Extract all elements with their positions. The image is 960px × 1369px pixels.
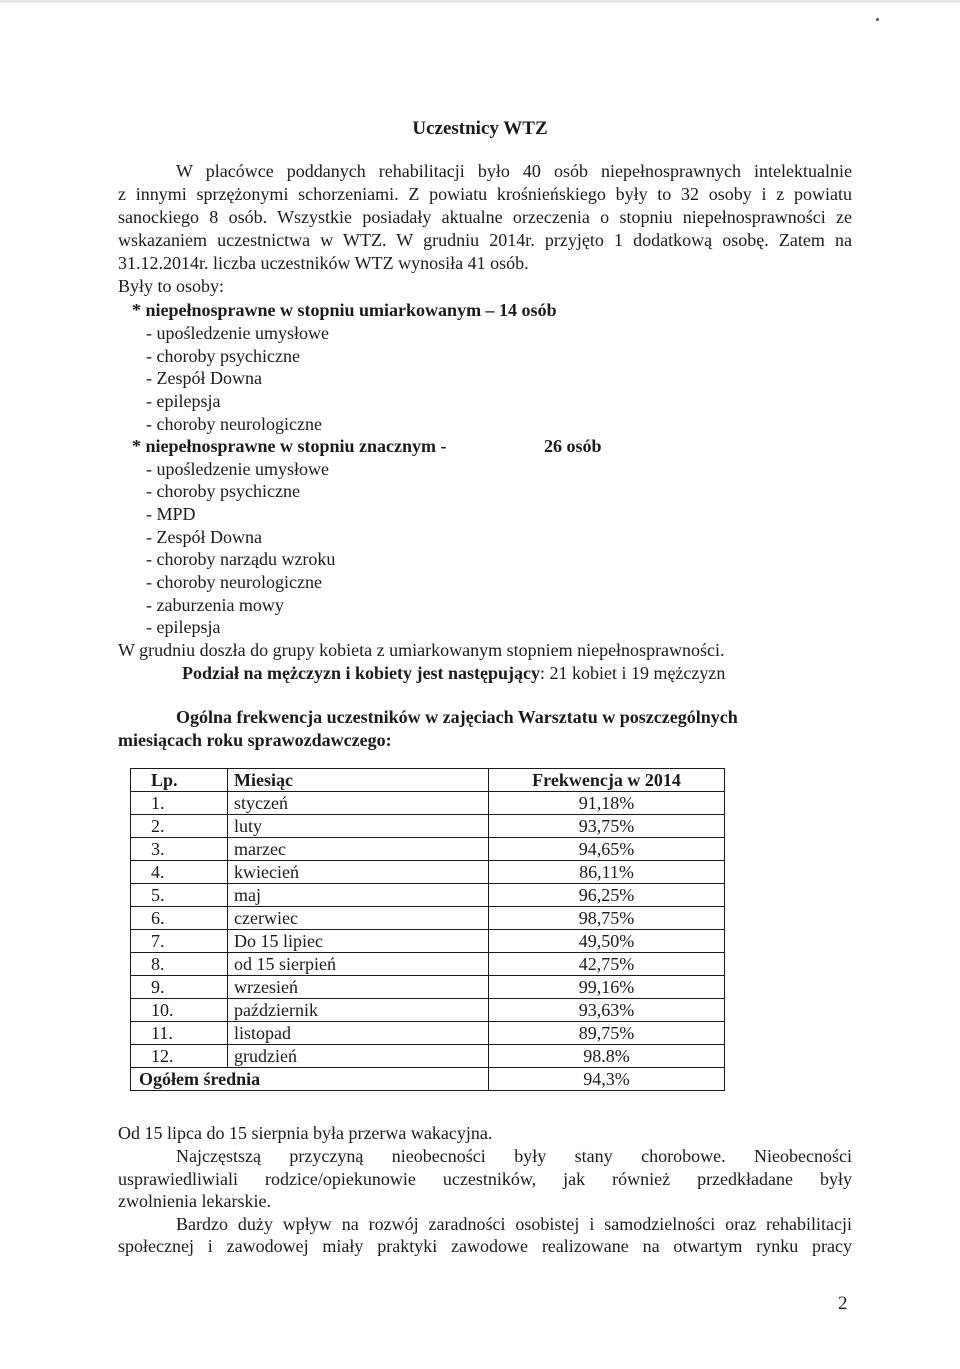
table-header-row: [131, 769, 725, 792]
intro-line: Były to osoby:: [118, 276, 225, 296]
table-row: [131, 1022, 725, 1045]
row-attendance: 94,65%: [489, 838, 725, 861]
row-attendance: 91,18%: [489, 792, 725, 815]
row-attendance: 98.8%: [489, 1045, 725, 1068]
table-row: [131, 976, 725, 999]
row-month: wrzesień: [228, 976, 489, 999]
row-lp: 2.: [131, 815, 228, 838]
row-month: Do 15 lipiec: [228, 930, 489, 953]
list-item: - zaburzenia mowy: [146, 595, 284, 615]
list-item: - epilepsja: [146, 391, 221, 411]
row-lp: 3.: [131, 838, 228, 861]
influence-line: społecznej i zawodowej miały praktyki zawodowe realizowane na otwartym rynku pracy: [118, 1236, 852, 1256]
list-item: - Zespół Downa: [146, 527, 262, 547]
row-lp: 11.: [131, 1022, 228, 1045]
row-attendance: 98,75%: [489, 907, 725, 930]
row-month: styczeń: [228, 792, 489, 815]
row-attendance: 86,11%: [489, 861, 725, 884]
list-item: - choroby psychiczne: [146, 481, 300, 501]
gender-split-label: Podział na mężczyzn i kobiety jest następujący: [182, 663, 540, 683]
attendance-table: [130, 768, 725, 1091]
break-note: Od 15 lipca do 15 sierpnia była przerwa wakacyjna.: [118, 1123, 493, 1143]
row-attendance: 93,75%: [489, 815, 725, 838]
row-month: luty: [228, 815, 489, 838]
table-row: [131, 815, 725, 838]
row-lp: 10.: [131, 999, 228, 1022]
absence-line: usprawiedliwiali rodzice/opiekunowie uczestników, jak również przedkładane były: [118, 1169, 852, 1189]
scan-speck: [876, 18, 879, 21]
table-total-row: [131, 1068, 725, 1091]
row-lp: 9.: [131, 976, 228, 999]
list-item: - choroby psychiczne: [146, 346, 300, 366]
row-lp: 8.: [131, 953, 228, 976]
row-month: październik: [228, 999, 489, 1022]
december-note: W grudniu doszła do grupy kobieta z umiarkowanym stopniem niepełnosprawności.: [118, 640, 725, 660]
intro-line: 31.12.2014r. liczba uczestników WTZ wynosiła 41 osób.: [118, 253, 529, 273]
row-month: marzec: [228, 838, 489, 861]
row-lp: 6.: [131, 907, 228, 930]
row-month: kwiecień: [228, 861, 489, 884]
row-month: listopad: [228, 1022, 489, 1045]
list-item: - choroby neurologiczne: [146, 572, 322, 592]
page-number: 2: [838, 1293, 848, 1314]
row-attendance: 93,63%: [489, 999, 725, 1022]
table-row: [131, 953, 725, 976]
row-month: czerwiec: [228, 907, 489, 930]
list-item: - choroby neurologiczne: [146, 414, 322, 434]
group-significant-heading: * niepełnosprawne w stopniu znacznym -: [132, 436, 447, 456]
intro-line: sanockiego 8 osób. Wszystkie posiadały aktualne orzeczenia o stopniu niepełnosprawności ze: [118, 207, 852, 227]
gender-split-value: : 21 kobiet i 19 mężczyzn: [539, 663, 726, 683]
row-lp: 5.: [131, 884, 228, 907]
header-attendance: Frekwencja w 2014: [489, 769, 725, 792]
row-lp: 7.: [131, 930, 228, 953]
list-item: - MPD: [146, 504, 196, 524]
row-attendance: 42,75%: [489, 953, 725, 976]
row-attendance: 89,75%: [489, 1022, 725, 1045]
total-value: 94,3%: [489, 1068, 725, 1091]
attendance-heading: miesiącach roku sprawozdawczego:: [118, 730, 392, 750]
group-moderate-heading: * niepełnosprawne w stopniu umiarkowanym – 14 osób: [132, 300, 557, 320]
gender-split: [182, 662, 725, 684]
row-lp: 4.: [131, 861, 228, 884]
row-lp: 12.: [131, 1045, 228, 1068]
intro-line: z innymi sprzężonymi schorzeniami. Z powiatu krośnieńskiego były to 32 osoby i z powiatu: [118, 184, 852, 204]
list-item: - Zespół Downa: [146, 368, 262, 388]
row-lp: 1.: [131, 792, 228, 815]
attendance-heading: Ogólna frekwencja uczestników w zajęciach Warsztatu w poszczególnych: [176, 707, 738, 727]
absence-line: zwolnienia lekarskie.: [118, 1191, 271, 1211]
group-significant-count: 26 osób: [544, 436, 602, 456]
list-item: - upośledzenie umysłowe: [146, 323, 329, 343]
table-row: [131, 838, 725, 861]
row-attendance: 99,16%: [489, 976, 725, 999]
row-month: od 15 sierpień: [228, 953, 489, 976]
page-title: Uczestnicy WTZ: [412, 118, 548, 139]
row-month: maj: [228, 884, 489, 907]
list-item: - choroby narządu wzroku: [146, 549, 336, 569]
list-item: - upośledzenie umysłowe: [146, 459, 329, 479]
header-lp: Lp.: [131, 769, 228, 792]
table-row: [131, 930, 725, 953]
table-row: [131, 861, 725, 884]
row-month: grudzień: [228, 1045, 489, 1068]
table-row: [131, 907, 725, 930]
table-row: [131, 884, 725, 907]
table-row: [131, 792, 725, 815]
influence-line: Bardzo duży wpływ na rozwój zaradności osobistej i samodzielności oraz rehabilitacji: [176, 1214, 852, 1234]
intro-line: wskazaniem uczestnictwa w WTZ. W grudniu 2014r. przyjęto 1 dodatkową osobę. Zatem na: [118, 230, 852, 250]
total-label: Ogółem średnia: [131, 1068, 489, 1091]
header-month: Miesiąc: [228, 769, 489, 792]
table-row: [131, 999, 725, 1022]
intro-line: W placówce poddanych rehabilitacji było 40 osób niepełnosprawnych intelektualnie: [176, 161, 852, 181]
absence-line: Najczęstszą przyczyną nieobecności były stany chorobowe. Nieobecności: [176, 1146, 852, 1166]
list-item: - epilepsja: [146, 617, 221, 637]
row-attendance: 96,25%: [489, 884, 725, 907]
row-attendance: 49,50%: [489, 930, 725, 953]
scan-edge: [0, 0, 960, 3]
table-row: [131, 1045, 725, 1068]
